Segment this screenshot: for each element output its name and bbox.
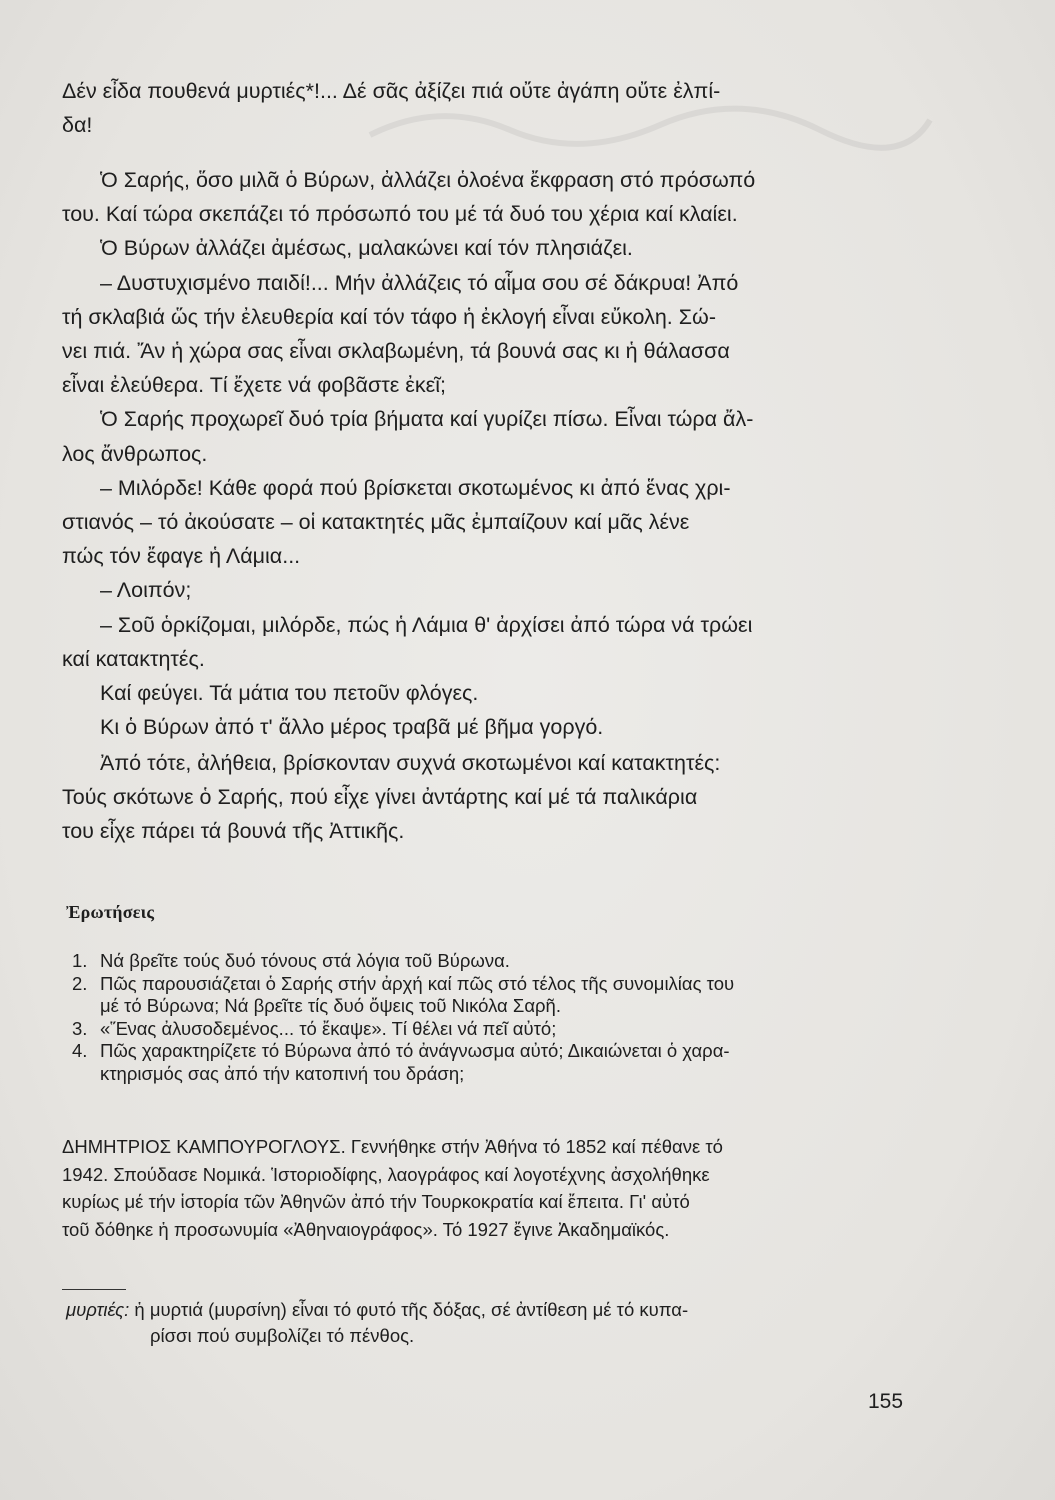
story-line: λος ἄνθρωπος. <box>62 441 208 466</box>
story-line: Ὁ Σαρής, ὅσο μιλᾶ ὁ Βύρων, ἀλλάζει ὁλοένα ἔκφραση στό πρόσωπό <box>100 168 756 192</box>
story-line: στιανός – τό ἀκούσατε – οἱ κατακτητές μᾶς ἐμπαίζουν καί μᾶς λένε <box>62 510 690 535</box>
story-line: καί κατακτητές. <box>62 646 205 671</box>
story-line: του. Καί τώρα σκεπάζει τό πρόσωπό του μέ τά δυό του χέρια καί κλαίει. <box>62 202 738 227</box>
story-line: Τούς σκότωνε ὁ Σαρής, πού εἶχε γίνει ἀντάρτης καί μέ τά παλικάρια <box>62 785 698 810</box>
story-text <box>62 163 916 744</box>
story-line: – Δυστυχισμένο παιδί!... Μήν ἀλλάζεις τό αἷμα σου σέ δάκρυα! Ἀπό <box>100 270 739 295</box>
story-line: Ὁ Βύρων ἀλλάζει ἀμέσως, μαλακώνει καί τόν πλησιάζει. <box>100 236 633 261</box>
footnote-divider <box>62 1289 126 1290</box>
footnote-line <box>66 1297 916 1323</box>
questions-heading: Ἐρωτήσεις <box>66 902 155 922</box>
bio-line: τοῦ δόθηκε ἡ προσωνυμία «Ἀθηναιογράφος». Τό 1927 ἔγινε Ἀκαδημαϊκός. <box>62 1218 670 1240</box>
footnote-text: ἡ μυρτιά (μυρσίνη) εἶναι τό φυτό τῆς δόξας, σέ ἀντίθεση μέ τό κυπα- <box>129 1299 689 1320</box>
story-line: Κι ὁ Βύρων ἀπό τ' ἄλλο μέρος τραβᾶ μέ βῆμα γοργό. <box>100 715 604 740</box>
story-line: – Σοῦ ὁρκίζομαι, μιλόρδε, πώς ἡ Λάμια θ' ἀρχίσει ἀπό τώρα νά τρώει <box>100 612 753 637</box>
question-line: μέ τό Βύρωνα; Νά βρεῖτε τίς δυό ὄψεις τοῦ Νικόλα Σαρῆ. <box>100 995 561 1017</box>
story-text <box>62 74 916 142</box>
bio-line: 1942. Σπούδασε Νομικά. Ἱστοριοδίφης, λαογράφος καί λογοτέχνης ἀσχολήθηκε <box>62 1163 710 1185</box>
question-number: 2. <box>72 972 88 994</box>
story-line: πώς τόν ἔφαγε ἡ Λάμια... <box>62 544 301 569</box>
story-line: Δέν εἶδα πουθενά μυρτιές*!... Δέ σᾶς ἀξίζει πιά οὔτε ἀγάπη οὔτε ἐλπί- <box>62 79 721 103</box>
story-line: Καί φεύγει. Τά μάτια του πετοῦν φλόγες. <box>100 681 479 706</box>
question-text <box>100 1040 918 1085</box>
story-line: – Μιλόρδε! Κάθε φορά πού βρίσκεται σκοτωμένος κι ἀπό ἕνας χρι- <box>100 475 731 500</box>
question-line: Νά βρεῖτε τούς δυό τόνους στά λόγια τοῦ Βύρωνα. <box>100 950 510 971</box>
story-text <box>62 746 916 849</box>
question-line: «Ἕνας ἀλυσοδεμένος... τό ἔκαψε». Τί θέλει νά πεῖ αὐτό; <box>100 1017 557 1039</box>
author-bio <box>62 1133 916 1243</box>
story-line: – Λοιπόν; <box>100 578 192 603</box>
story-line: εἶναι ἐλεύθερα. Τί ἔχετε νά φοβᾶστε ἐκεῖ; <box>62 373 446 398</box>
question-number: 3. <box>72 1017 88 1039</box>
footnote-term: μυρτιές: <box>66 1299 130 1320</box>
question-text <box>100 1018 918 1041</box>
story-line: του εἶχε πάρει τά βουνά τῆς Ἀττικῆς. <box>62 819 405 844</box>
question-number: 4. <box>72 1040 88 1062</box>
question-text <box>100 973 918 1018</box>
story-line: Ἀπό τότε, ἀλήθεια, βρίσκονταν συχνά σκοτωμένοι καί κατακτητές: <box>100 751 721 775</box>
bio-line: ΔΗΜΗΤΡΙΟΣ ΚΑΜΠΟΥΡΟΓΛΟΥΣ. Γεννήθηκε στήν Ἀθήνα τό 1852 καί πέθανε τό <box>62 1136 723 1157</box>
story-line: νει πιά. Ἄν ἡ χώρα σας εἶναι σκλαβωμένη, τά βουνά σας κι ἡ θάλασσα <box>62 339 730 364</box>
question-item <box>72 950 918 973</box>
question-line: κτηρισμός σας ἀπό τήν κατοπινή του δράση; <box>100 1062 465 1084</box>
question-number: 1. <box>72 950 88 971</box>
page-number: 155 <box>868 1390 904 1413</box>
footnote <box>66 1297 916 1349</box>
question-item <box>72 973 918 1018</box>
question-text <box>100 950 918 973</box>
question-line: Πῶς χαρακτηρίζετε τό Βύρωνα ἀπό τό ἀνάγνωσμα αὐτό; Δικαιώνεται ὁ χαρα- <box>100 1040 730 1062</box>
story-line: δα! <box>62 113 93 138</box>
question-line: Πῶς παρουσιάζεται ὁ Σαρής στήν ἀρχή καί πῶς στό τέλος τῆς συνομιλίας του <box>100 972 735 994</box>
story-line: τή σκλαβιά ὥς τήν ἐλευθερία καί τόν τάφο ἡ ἐκλογή εἶναι εὔκολη. Σώ- <box>62 304 716 329</box>
story-line: Ὁ Σαρής προχωρεῖ δυό τρία βήματα καί γυρίζει πίσω. Εἶναι τώρα ἄλ- <box>100 407 754 432</box>
questions-list <box>72 950 918 1086</box>
question-item <box>72 1018 918 1041</box>
question-item <box>72 1040 918 1085</box>
footnote-line: ρίσσι πού συμβολίζει τό πένθος. <box>150 1325 415 1346</box>
bio-line: κυρίως μέ τήν ἱστορία τῶν Ἀθηνῶν ἀπό τήν Τουρκοκρατία καί ἔπειτα. Γι' αὐτό <box>62 1191 690 1212</box>
